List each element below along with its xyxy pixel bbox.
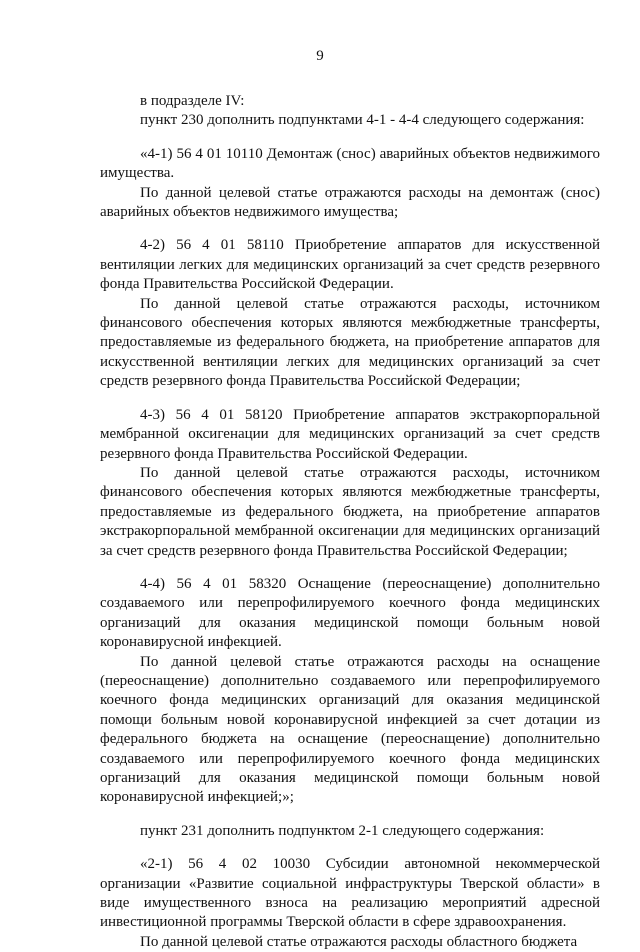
paragraph: По данной целевой статье отражаются расходы на оснащение (переоснащение) дополнительно создаваемого или перепрофилируемого коечного фонда медицинских организаций для оказания медицинской помощи больным новой коронавирусной инфекцией за счет дотации из федерального бюджета на оснащение (переоснащение) дополнительно создаваемого или перепрофилируемого коечного фонда медицинских организаций для оказания медицинской помощи больным новой коронавирусной инфекцией;»; (100, 653, 600, 806)
paragraph: По данной целевой статье отражаются расходы областного бюджета (140, 933, 578, 950)
paragraph: 4-2) 56 4 01 58110 Приобретение аппаратов для искусственной вентиляции легких для медицинских организаций за счет средств резервного фонда Правительства Российской Федерации. (100, 237, 600, 293)
paragraph: По данной целевой статье отражаются расходы на демонтаж (снос) аварийных объектов недвижимого имущества; (100, 184, 600, 221)
paragraph: пункт 231 дополнить подпунктом 2-1 следующего содержания: (140, 822, 545, 839)
paragraph: «2-1) 56 4 02 10030 Субсидии автономной некоммерческой организации «Развитие социальной инфраструктуры Тверской области» в виде имущественного взноса на реализацию мероприятий адресной инвестиционной программы Тверской области в сфере здравоохранения. (100, 856, 600, 931)
paragraph: «4-1) 56 4 01 10110 Демонтаж (снос) аварийных объектов недвижимого имущества. (100, 145, 600, 182)
document-body (100, 92, 600, 952)
paragraph: По данной целевой статье отражаются расходы, источником финансового обеспечения которых являются межбюджетные трансферты, предоставляемые из федерального бюджета, на приобретение аппаратов для искусственной вентиляции легких для медицинских организаций за счет средств резервного фонда Правительства Российской Федерации; (100, 295, 600, 390)
page-number: 9 (316, 48, 324, 64)
paragraph: пункт 230 дополнить подпунктами 4-1 - 4-4 следующего содержания: (140, 112, 585, 129)
paragraph: 4-3) 56 4 01 58120 Приобретение аппаратов экстракорпоральной мембранной оксигенации для медицинских организаций за счет средств резервного фонда Правительства Российской Федерации. (100, 406, 600, 462)
paragraph: 4-4) 56 4 01 58320 Оснащение (переоснащение) дополнительно создаваемого или перепрофилируемого коечного фонда медицинских организаций для оказания медицинской помощи больным новой коронавирусной инфекцией. (100, 575, 600, 651)
paragraph: в подразделе IV: (140, 93, 245, 109)
paragraph: По данной целевой статье отражаются расходы, источником финансового обеспечения которых являются межбюджетные трансферты, предоставляемые из федерального бюджета, на приобретение аппаратов экстракорпоральной мембранной оксигенации для медицинских организаций за счет средств резервного фонда Правительства Российской Федерации; (100, 464, 600, 559)
